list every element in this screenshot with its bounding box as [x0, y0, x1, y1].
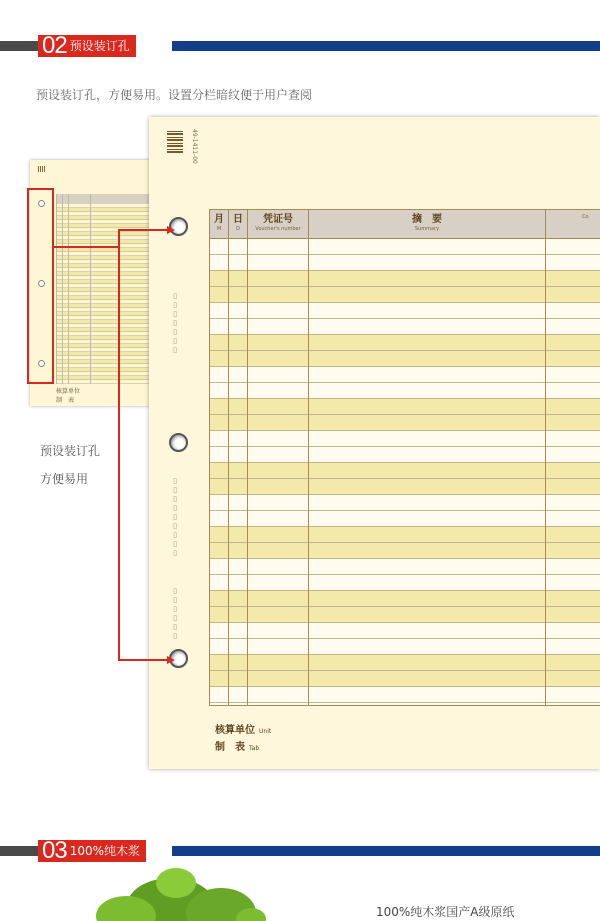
ledger-header	[210, 210, 600, 239]
col-extra: Co	[582, 214, 589, 220]
connector-line	[54, 246, 120, 248]
col-day: 日 D	[233, 214, 243, 232]
header-blue-stripe	[172, 41, 600, 51]
note-line-1: 预设装订孔	[40, 444, 101, 458]
side-watermark: ▯▯▯▯▯▯	[171, 587, 179, 641]
thumbnail-col-line	[68, 194, 69, 384]
tree-illustration	[86, 868, 266, 921]
section-number: 03	[42, 837, 67, 864]
note-line-2: 方便易用	[40, 472, 89, 486]
footer-unit: 核算单位 Unit	[215, 725, 272, 736]
header-blue-stripe	[172, 846, 600, 856]
connector-line	[118, 229, 120, 661]
thumbnail-table-header	[56, 194, 154, 204]
ledger-rows	[210, 239, 600, 705]
paper-quality-text: 100%纯木浆国产A级原纸	[376, 905, 515, 919]
highlight-frame	[27, 188, 54, 384]
barcode-icon	[167, 131, 183, 153]
connector-line	[118, 229, 168, 231]
thumbnail-col-line	[62, 194, 63, 384]
side-watermark: ▯▯▯▯▯▯▯	[171, 292, 179, 355]
col-divider	[308, 210, 309, 705]
section-description: 预设装订孔，方便易用。设置分栏暗纹便于用户查阅	[36, 88, 313, 102]
thumbnail-col-line	[90, 194, 91, 384]
ledger-sheet	[149, 117, 600, 769]
section-tag	[38, 837, 146, 864]
binding-hole	[169, 433, 188, 452]
section-number: 02	[42, 32, 67, 59]
thumbnail-footer-tab: 制 表	[56, 397, 75, 404]
arrow-right-icon	[167, 656, 175, 664]
arrow-right-icon	[167, 226, 175, 234]
col-divider	[247, 210, 248, 705]
section-header-02	[0, 32, 600, 59]
side-watermark: ▯▯▯▯▯▯▯▯▯	[171, 477, 179, 558]
section-tag	[38, 32, 136, 59]
thumbnail-footer-unit: 核算单位	[56, 388, 81, 395]
header-gray-stripe	[0, 41, 40, 51]
col-month: 月 M	[214, 214, 224, 232]
header-gray-stripe	[0, 846, 40, 856]
col-divider	[228, 210, 229, 705]
sheet-code: 49-1411-00	[191, 129, 198, 164]
thumbnail-barcode	[38, 166, 46, 172]
section-title: 预设装订孔	[69, 39, 130, 53]
section-title: 100%纯木浆	[69, 844, 141, 858]
footer-tab: 制 表 Tab	[215, 742, 260, 753]
col-voucher: 凭证号 Voucher's number	[255, 214, 301, 232]
col-divider	[545, 210, 546, 705]
section-header-03	[0, 837, 600, 864]
connector-line	[118, 659, 168, 661]
ledger-table	[209, 209, 600, 706]
thumbnail-col-line	[56, 194, 57, 384]
col-summary: 摘 要 Summary	[412, 214, 442, 232]
thumbnail-table-grid	[56, 204, 154, 384]
